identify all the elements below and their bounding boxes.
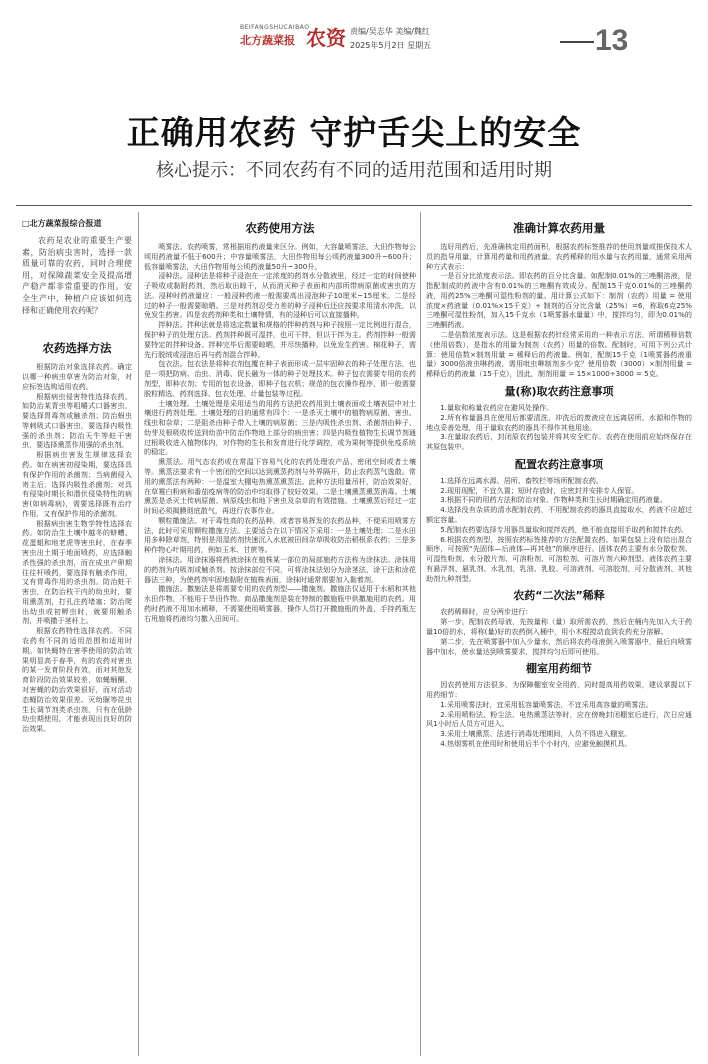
list-item: 5.配制农药要选择专用器具量取和搅拌农药，绝不能直接用手取药和搅拌农药。 — [440, 524, 689, 534]
paragraph: 选好用药后，先准确核定用药面积，根据农药标签推荐的使用剂量或推保技术人员的指导用量，计算用药量和用药液量。农药稀释的用水量与农药用量，通常采用两种方式表示： — [426, 242, 692, 271]
section-heading-calc: 准确计算农药用量 — [513, 221, 605, 235]
masthead-pinyin: BEIFANGSHUCAIBAO — [240, 24, 310, 31]
intro-paragraph: 农药是农业的重要生产要素，防治病虫害时，选择一款质量可靠的农药，同时合理使用，对保障蔬菜安全及提高增产稳产都非常重要的作用。安全生产中，种植户应该如何选择和正确使用农药呢？ — [22, 236, 132, 315]
paragraph: 颗粒撒施法。对于毒性高的农药品种，或者容易挥发的农药品种，不便采用喷雾方法，此时可采用颗粒撒施方法。主要适合在以下情况下采用：一是土壤处理；二是水田用多种除草剂，特别是用湿药剂快速沉入水底被田间杂草吸收防治稻根系农药；三是多种作物心叶期用药，例如玉米、甘蔗等。 — [144, 515, 416, 555]
section-heading-dilute: 农药“二次法”稀释 — [513, 589, 605, 603]
byline-source: □北方蔬菜报综合报道 — [22, 219, 102, 228]
section-heading-selection: 农药选择方法 — [42, 341, 112, 356]
list-item: 4.热烟雾机在使用时和使用后半个小时内，应避免触摸机具。 — [440, 739, 632, 749]
section-heading-weigh: 量(称)取农药注意事项 — [504, 384, 614, 398]
paragraph: 一是百分比浓度表示法。即农药的百分比含量。如配制0.01%的三唑酮溶液，是指配制成的药液中含有0.01%的三唑酮有效成分。配制15千克0.01%的三唑酮药液，用药25%三唑酮可湿性粉剂的量。用计算公式如下：制剂（农药）用量 = 使用浓度×药液量（0.01%×15千克）÷ 制剂的百分比含量（25%）=6，称取6克25%三唑酮可湿性粉剂，加入15千克水（1喷雾器水量量）中，搅拌均匀，即为0.01%的三唑酮药液。 — [426, 271, 692, 330]
paragraph: 根据病虫害发生规律选择农药。如在病害初侵染期，要选择具有保护作用的杀菌剂；当病菌侵入寄主后，选择内吸性杀菌剂；对具有侵染时期长和潜伏侵染特性的病害(如病毒病)，需要选择既有治疗作用，又有保护作用的杀菌剂。 — [22, 450, 132, 518]
paragraph: 拌种法。拌种法就是将选定数量和规格的拌种药剂与种子按照一定比例进行混合，保护种子的处理方法。药剂拌种既可湿拌，也可干拌，但以干拌为主。药剂拌种一般需要特定的拌种设备。拌种完毕后需要晾晒，并尽快播种，以免发生药害。棉花种子，需先行脱绒或浸泡后再与药剂混合拌种。 — [144, 320, 416, 359]
list-item: 1.选择在远离水源、居所、畜牧栏等场所配制农药。 — [440, 475, 604, 485]
list-item: 1.量取和称量农药应在避风处操作。 — [440, 402, 554, 412]
list-item: 2.现用现配，不宜久置；短时存放时，应密封并安排专人保管。 — [440, 485, 639, 495]
paragraph: 喷雾法。农药喷雾，常根据用药液量来区分。例如，大容量喷雾法，大田作物每公顷用药液量不低于600升；中容量喷雾法，大田作物用每公顷药液量300升~600升；低容量喷雾法，大田作物用每公顷药液量50升~300升。 — [144, 242, 416, 271]
paragraph: 根据病虫侵害特性选择农药。如防治某青虫等咀嚼式口器害虫，要选择胃毒剂或触杀剂；防治蚜虫等刺吸式口器害虫，要选择内吸性强的杀虫剂；防治天牛等蛀干害虫，要选择熏蒸作用强的杀虫剂。 — [22, 391, 132, 450]
paragraph: 根据农药特性选择农药。不同农药有不同的适用范围和适用时期。如快蝇特在害季使用的防治效果明显高于春季，有的农药对害虫的某一发育阶段有效，而对其他发育阶段防治效果较差，如蝇蛹酮，对害蝇的防治效果很好，而对活动态蝇防治效果很差。灭幼脲等昆虫生长调节剂类杀虫剂，只有在低龄幼虫期使用，才能表现出良好的防治效果。 — [22, 626, 132, 734]
column-divider — [420, 212, 421, 1056]
paragraph: 因农药使用方法很多，为保障棚室安全用药，同时提高用药效果，建议掌握以下用药细节： — [426, 680, 692, 700]
intro-block — [22, 235, 132, 316]
paragraph: 二是倍数浓度表示法。这是根据农药针经常采用的一种表示方法，所谓稀释倍数（使用倍数），是指水的用量为制剂（农药）用量的倍数。配制时，可用下列公式计算：使用倍数×制剂用量 = 稀释后的药液量。例如，配制15千克（1喷雾器药液重量）3000倍液虫啉药液，需用吡虫啉制剂多少克？使用倍数（3000）×制剂用量 = 稀释后的药液量（15千克），因此，制剂用量 = 15×1000÷3000 = 5克。 — [426, 330, 692, 379]
masthead — [240, 20, 690, 68]
list-item: 6.根据农药剂型，按照农药标签推荐的方法配置农药。如果包装上没有给出混合顺序，可按照“先固体—后液体—再其他”的顺序进行。固体农药主要有水分散粒剂、可湿性粉剂、水分散片剂、可溶粉剂、可溶粒剂、可溶片剂六种剂型。液体农药主要有悬浮剂、悬乳剂、水乳剂、乳油、乳胶、可溶液剂、可溶胶剂、可分散液剂、其他助剂九种剂型。 — [426, 534, 692, 583]
paper-name-logo: 北方蔬菜报 — [240, 34, 295, 47]
page-number: 13 — [595, 24, 629, 57]
list-item: 3.采用土壤熏蒸、法进行消毒处理期间，人员不得进入棚室。 — [440, 729, 632, 739]
list-item: 3.在量取农药后，封闭原农药包装并将其安全贮存。农药在使用前应始终保存在其原包装中。 — [426, 432, 692, 452]
list-item: 2.采用喷粉法、粉尘法、电热熏蒸法等时，应在傍晚封闭棚室后进行，次日应通风1小时后人员方可进入。 — [426, 709, 692, 729]
headline-subtitle: 核心提示：不同农药有不同的适用范围和适用时期 — [156, 160, 552, 181]
list-item: 1.采用喷雾法时，宜采用低容量喷雾法，不宜采用高容量的喷雾法。 — [440, 699, 653, 709]
headline-divider — [16, 205, 692, 206]
paragraph: 土壤处理。土壤处理是采用适当的用药方法把农药用到土壤表面或土壤表层中对土壤进行药剂处理。土壤处理的目的通常有四个：一是杀灭土壤中的植物病原菌、害虫、线虫和杂草；二是阻杀由种子带入土壤的病原菌；三是内吸性杀虫剂、杀菌剂由种子、幼芽及根吸收传送到幼苗中防治作物地上部分的病虫害；四是内吸性植物生长调节剂通过根吸收进入植物体内，对作物的生长和发育进行化学调控，或为果树等提供免疫系统的稳定。 — [144, 398, 416, 457]
column-divider — [138, 212, 139, 1056]
section-heading-shed: 棚室用药细节 — [526, 662, 592, 676]
paragraph: 农药稀释时，应分两步进行： — [440, 607, 533, 617]
paragraph: 第一步，配制农药母液，先按量称（量）取所需农药，然后在桶内先加入大于药量10倍的水，将称(量)好的农药倒入桶中，用小木棍搅动直到农药充分溶解。 — [426, 617, 692, 636]
column-2 — [144, 214, 416, 1059]
paragraph: 根据病虫害生物学特性选择农药。如防治生土壤中越冬的蛴螬、花蛋蛆和地老虎等害虫时，在春季害虫出土期于地面喷药，应选择触杀性强的杀虫剂，而在成虫产卵期往往杆喷药，要选择有触杀作用，又有胃毒作用的杀虫剂。防治蛀干害虫，在防治枝干内的幼虫时，要用熏蒸剂，打孔注药堵塞；防治爬出幼虫或初孵虫时，就要用触杀剂，并喷撒于茎秆上。 — [22, 518, 132, 626]
section-heading-mix: 配置农药注意事项 — [515, 457, 603, 471]
section-heading-usage: 农药使用方法 — [245, 221, 315, 235]
headline-title: 正确用农药 守护舌尖上的安全 — [126, 113, 582, 152]
paragraph: 熏蒸法。用气态农药或在常温下容易气化的农药处理农产品、密闭空间或者土壤等。熏蒸法要求有一个密闭的空间以达到熏蒸药剂与外界隔开，防止农药蒸气逸散。常用的熏蒸法有两种：一是温室大棚电热熏蒸熏蒸法。此种方法用量吊杆，防治效果好，在草霉白粉病和番茄疫病等的防治中均取得了较好效果。二是土壤熏蒸熏蒸消毒。土壤熏蒸是杀灭土传病原菌、病原线虫和地下害虫及杂草的有效措施。土壤熏蒸后经过一定时间必须揭膜彻底散气，再进行农事作业。 — [144, 457, 416, 516]
list-item: 3.根据不同的用药方法和防治对象、作物种类和生长时期确定用药液量。 — [440, 495, 667, 505]
column-3 — [426, 214, 692, 1059]
paragraph: 撒施法。撒施法是将需要专用的农药剂型——撒施剂。撒施法仅适用于水稻和其他水田作物，不能用于旱田作物。商品撒施剂是装在特制的撒施瓶中供撒施用的农药。用药时药液不用加水稀释，不需要使用喷雾器，操作人员打开撒施瓶的外盖，手持药瓶左右甩施将药液均匀撒入田间可。 — [144, 584, 416, 623]
column-1 — [22, 218, 132, 1058]
paragraph: 包衣法。包衣法是将种衣剂包覆在种子表面形成一层牢固种衣的种子处理方法，也是一项把防病、治虫、消毒、促长融为一体的种子处理技术。种子包衣需要专用的农药剂型，即种衣剂；专用的包衣设备，即种子包衣机；规范的包衣操作程序，即一般需要脱粒精选、药剂选择、包衣处理、计量包装等过程。 — [144, 359, 416, 398]
paragraph: 根据防治对象选择农药。确定以哪一种病虫草害为防治对象，对应标签选购适用农药。 — [22, 362, 132, 391]
editors-line: 责编/吴志华 美编/魏红 — [350, 27, 430, 36]
list-item: 4.选择没有杂质的清水配制农药，不用配制农药的器具直接取水，药液不应超过额定容量。 — [426, 505, 692, 524]
paragraph: 第二步，先在喷雾器中加入少量水，然后将农药母液倒入喷雾器中，最后向喷雾器中加水，使水量达到喷雾要求，搅拌均匀后即可使用。 — [426, 636, 692, 656]
masthead-rule — [560, 41, 594, 43]
date-line: 2025年5月2日 星期五 — [350, 41, 432, 50]
list-item: 2.所有称量器具在使用后都要清洗，冲洗后的废液应在远离居所、水源和作物的地点妥善处理，用于量取农药的器具不得作其他用途。 — [426, 412, 692, 432]
paragraph: 涂抹法。用涂抹器将药液涂抹在植株某一部位的局部施药方法称为涂抹法。涂抹用的药剂为内吸剂或触杀剂。按涂抹部位不同，可将涂抹法划分为涂茎法、涂干法和涂花器法三种，为使药剂牢固地黏附在植株表面，涂抹时通常需要加入黏着剂。 — [144, 555, 416, 584]
paragraph: 浸种法。浸种法是将种子浸泡在一定浓度的药剂水分散液里，经过一定的时间使种子吸收或黏附药剂，然后取出晾干，从而消灭种子表面和内部所带病原菌或害虫的方法。浸种时药液量应：一般浸种药液一般需要高出浸泡种子10厘米~15厘米。二是经过的种子一般需要晾晒。三是对药剂忍受力差的种子浸种后还应按要求用清水冲洗，以免发生药害。四是农药剂种类和土壤特情，有的浸种后可以直接播种。 — [144, 271, 416, 320]
section-name: 农资 — [306, 26, 346, 50]
